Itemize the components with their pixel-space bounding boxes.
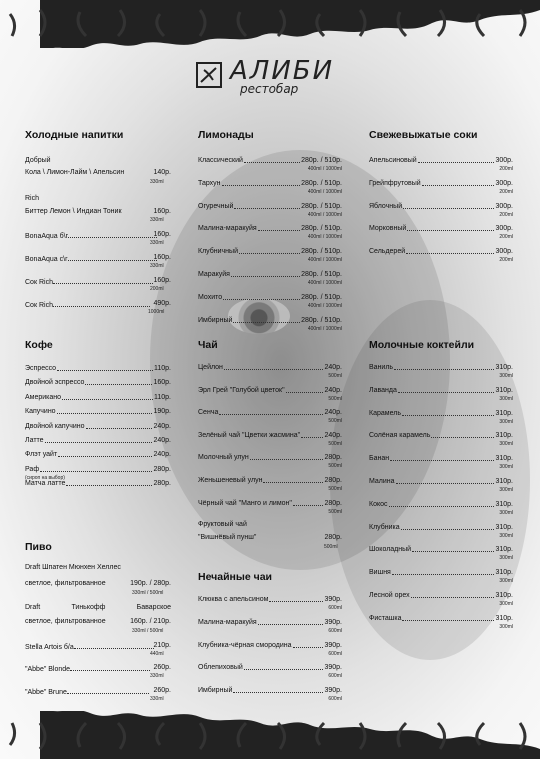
menu-item-name: Малина-маракуйя (198, 225, 257, 233)
leader-dots (401, 524, 495, 530)
menu-item-note: (сироп на выбор) (25, 474, 65, 481)
menu-item-price: 300р. (495, 202, 513, 210)
leader-dots (58, 451, 152, 457)
menu-item-price: 310р. (495, 546, 513, 554)
menu-item-volume: 500ml (328, 373, 342, 379)
menu-item-volume: 300ml (499, 441, 513, 448)
menu-item-volume: 300ml (499, 464, 513, 471)
menu-item (25, 394, 171, 402)
menu-item-name: Фруктовый чай (198, 521, 247, 528)
menu-item (369, 524, 513, 532)
menu-item-price: 240р. (324, 431, 342, 439)
menu-item (198, 454, 342, 462)
menu-item-price: 490р. (153, 300, 171, 307)
menu-item-name: Матча латте (25, 480, 66, 488)
menu-item (369, 157, 513, 165)
menu-item-name: Малина-маракуйя (198, 618, 257, 626)
menu-item-volume: 600ml (328, 605, 342, 611)
restaurant-logo (196, 56, 346, 102)
leader-dots (233, 687, 323, 693)
menu-item-volume: 500ml (328, 463, 342, 470)
menu-item-price: 280р. (324, 454, 342, 462)
leader-dots (234, 203, 300, 209)
menu-item: BonaAqua б\г (25, 231, 157, 241)
menu-item (369, 203, 513, 211)
menu-item-price: 310р. (495, 569, 513, 577)
menu-item-price: 140р. (153, 169, 171, 176)
menu-item-volume: 330ml (150, 179, 164, 185)
menu-item (198, 317, 342, 325)
menu-item-volume: 500ml (328, 508, 342, 515)
menu-item-price: 390р. (324, 664, 342, 672)
menu-item-volume: 200ml (150, 286, 164, 292)
menu-item (198, 294, 342, 302)
menu-item-price: 240р. (153, 422, 171, 430)
menu-item: Stella Artois б/a (25, 642, 154, 652)
leader-dots (390, 455, 494, 461)
menu-item-price: 280р. / 510р. (301, 316, 342, 324)
menu-item (198, 271, 342, 279)
menu-item (369, 569, 513, 577)
menu-item-volume: 200ml (499, 234, 513, 241)
menu-item-name: Сенча (198, 409, 219, 417)
menu-item (25, 365, 171, 373)
menu-item-price: 110р. (154, 393, 171, 401)
section-title: Молочные коктейли (369, 339, 475, 351)
menu-item-name: Лесной орех (369, 592, 410, 599)
menu-item-volume: 440ml (150, 651, 164, 657)
menu-item-volume: 300ml (499, 509, 513, 516)
menu-item-price: 300р. (495, 179, 513, 187)
leader-dots (258, 619, 324, 625)
menu-item-price: 310р. (495, 455, 513, 463)
menu-item-price: 390р. (324, 596, 342, 603)
menu-item (369, 432, 513, 440)
menu-item (198, 664, 342, 672)
menu-item-volume: 330ml (150, 263, 164, 269)
menu-item (369, 455, 513, 463)
menu-item (198, 157, 342, 165)
menu-item-name: Эрл Грей "Голубой цветок" (198, 386, 285, 394)
menu-item-price: 260р. (153, 664, 171, 671)
menu-item-price: 280р. / 510р. (301, 157, 342, 164)
menu-item-price: 280р. (153, 480, 171, 488)
menu-item: Кола \ Лимон-Лайм \ Апельсин (25, 169, 125, 176)
menu-item-volume: 300ml (499, 578, 513, 585)
leader-dots (224, 364, 324, 370)
menu-item: Биттер Лемон \ Индиан Тоник (25, 208, 122, 215)
menu-item (198, 477, 342, 485)
menu-item (198, 409, 342, 417)
leader-dots (431, 432, 494, 438)
menu-item-name: Клюква с апельсином (198, 596, 269, 603)
menu-item-name: Молочный улун (198, 454, 249, 462)
menu-item (198, 203, 342, 211)
menu-item-volume: 300ml (499, 373, 513, 379)
menu-item: Сок Rich (25, 277, 153, 287)
menu-item-volume: 200ml (499, 257, 513, 264)
menu-item-name: Цейлон (198, 364, 223, 371)
bottom-ornament (0, 711, 540, 759)
menu-item (198, 642, 342, 650)
menu-item-price: 310р. (495, 500, 513, 508)
menu-item-price: 310р. (495, 386, 513, 394)
section-title: Холодные напитки (25, 129, 124, 141)
menu-item (369, 387, 513, 395)
menu-item: светлое, фильтрованное (25, 580, 106, 587)
menu-item: "Abbe" Blonde (25, 664, 150, 674)
menu-item-name: Классический (198, 157, 243, 164)
menu-item-volume: 330ml / 500ml (132, 590, 164, 596)
menu-item-name: Тархун (198, 179, 221, 187)
leader-dots (57, 408, 153, 414)
menu-item-volume: 400ml / 1000ml (307, 211, 342, 218)
menu-item-volume: 200ml (499, 188, 513, 195)
menu-item (25, 423, 171, 431)
menu-item-name: Капучино (25, 408, 56, 416)
menu-item-name: Добрый (25, 157, 51, 164)
menu-item-name: Яблочный (369, 202, 403, 210)
menu-item-name: Огуречный (198, 202, 234, 210)
menu-item-price: 310р. (495, 364, 513, 371)
menu-item-volume: 330ml (150, 673, 164, 679)
leader-dots (389, 501, 495, 507)
leader-dots (412, 546, 494, 552)
menu-item-volume: 500ml (328, 440, 342, 447)
leader-dots (66, 480, 152, 486)
menu-item-name: Клубника-чёрная смородина (198, 641, 292, 649)
section-title: Свежевыжатые соки (369, 129, 478, 141)
menu-item-name: Эспрессо (25, 365, 57, 372)
menu-item-volume: 400ml / 1000ml (307, 302, 342, 309)
menu-item-price: 280р. (324, 499, 342, 507)
section-title: Пиво (25, 541, 52, 553)
leader-dots (411, 592, 495, 598)
menu-item-name: Фисташка (369, 614, 402, 622)
leader-dots (263, 477, 323, 483)
leader-dots (45, 437, 153, 443)
menu-item (198, 387, 342, 395)
menu-item-price: 310р. (495, 592, 513, 599)
menu-item-price: 160р. (153, 208, 171, 215)
menu-item-price: 300р. (495, 248, 513, 256)
menu-item (25, 437, 171, 445)
menu-item-name: Солёная карамель (369, 432, 431, 440)
leader-dots (57, 365, 153, 371)
menu-item-volume: 330ml (150, 240, 164, 246)
menu-item-name: Американо (25, 393, 62, 401)
menu-item-volume: 600ml (328, 627, 342, 634)
menu-item (369, 478, 513, 486)
leader-dots (286, 387, 324, 393)
leader-dots (301, 432, 323, 438)
leader-dots (403, 203, 494, 209)
menu-item-price: 390р. (324, 618, 342, 626)
leader-dots (293, 642, 324, 648)
menu-item (198, 596, 342, 604)
leader-dots (222, 180, 301, 186)
menu-item-price: 280р. / 510р. (301, 225, 342, 233)
menu-item (369, 180, 513, 188)
menu-item-volume: 200ml (499, 211, 513, 218)
menu-item-name: Имбирный (198, 687, 233, 695)
menu-item: "Abbe" Brune (25, 687, 149, 697)
menu-item-name: Кокос (369, 500, 388, 508)
menu-item-price: 310р. (495, 614, 513, 622)
menu-item (369, 364, 513, 372)
leader-dots (293, 500, 324, 506)
menu-item-name: Флэт уайт (25, 451, 58, 459)
leader-dots (392, 569, 495, 575)
menu-item-volume: 1000ml (148, 309, 165, 315)
menu-item-volume: 200ml (499, 166, 513, 172)
menu-item (198, 687, 342, 695)
menu-item-price: 280р. / 510р. (301, 271, 342, 278)
leader-dots (223, 294, 300, 300)
leader-dots (402, 410, 495, 416)
leader-dots (62, 394, 153, 400)
leader-dots (394, 364, 494, 370)
menu-item-name: Морковный (369, 225, 407, 233)
menu-item-name: Апельсиновый (369, 157, 417, 164)
menu-item-name: Имбирный (198, 316, 233, 324)
menu-item-volume: 600ml (328, 650, 342, 657)
menu-item-price: 210р. (153, 642, 171, 649)
leader-dots (244, 157, 300, 163)
menu-item-price: 160р. (153, 379, 171, 387)
menu-item-name: Женьшеневый улун (198, 477, 263, 484)
leader-dots (402, 615, 494, 621)
menu-item (198, 248, 342, 256)
menu-item-volume: 500ml (324, 544, 338, 550)
menu-item-price: 160р. (153, 277, 171, 284)
menu-item (369, 410, 513, 418)
menu-item (369, 225, 513, 233)
leader-dots (231, 271, 300, 277)
menu-item (369, 615, 513, 623)
menu-item (25, 451, 171, 459)
leader-dots (86, 423, 153, 429)
menu-item-price: 280р. / 510р. (301, 202, 342, 210)
menu-item-volume: 300ml (499, 395, 513, 402)
menu-item (198, 432, 342, 440)
menu-item-price: 310р. (495, 409, 513, 417)
menu-item-name: Маракуйя (198, 271, 230, 278)
menu-item-volume: 400ml / 1000ml (307, 325, 342, 332)
menu-item-price: 310р. (495, 432, 513, 440)
logo-subtitle: рестобар (240, 82, 299, 96)
menu-item (198, 364, 342, 372)
leader-dots (418, 157, 495, 163)
menu-item-price: 280р. / 510р. (301, 179, 342, 187)
menu-item-price: 160р. (153, 254, 171, 261)
logo-mark-icon (196, 62, 222, 88)
menu-item (369, 248, 513, 256)
menu-item-name: Rich (25, 195, 40, 202)
leader-dots (422, 180, 495, 186)
menu-item-name: Клубника (369, 523, 400, 531)
leader-dots (233, 317, 300, 323)
menu-item-name: Латте (25, 437, 44, 444)
menu-item-volume: 600ml (328, 696, 342, 703)
menu-item-price: 240р. (324, 364, 342, 371)
menu-item-price: 300р. (495, 157, 513, 164)
leader-dots (219, 409, 323, 415)
menu-item-price: 390р. (324, 641, 342, 649)
menu-item-name: Зелёный чай "Цветки жасмина" (198, 431, 301, 439)
menu-item-price: 160р. / 210р. (130, 618, 171, 625)
menu-item (198, 225, 342, 233)
menu-item-volume: 300ml (499, 555, 513, 562)
menu-item-name: "Вишнёвый пунш" (198, 534, 257, 541)
leader-dots (244, 664, 324, 670)
menu-item (25, 379, 171, 387)
menu-item (198, 180, 342, 188)
menu-item-volume: 400ml / 1000ml (307, 257, 342, 264)
menu-item-price: 240р. (153, 437, 171, 444)
menu-item-name: Раф (25, 465, 40, 473)
menu-item-price: 110р. (154, 365, 171, 372)
menu-item-volume: 500ml (328, 418, 342, 425)
logo-name: АЛИБИ (230, 56, 335, 86)
menu-item-name: Банан (369, 455, 390, 463)
top-ornament (0, 0, 540, 48)
leader-dots (406, 248, 494, 254)
leader-dots (239, 248, 300, 254)
menu-item-price: 190р. / 280р. (130, 580, 171, 587)
menu-item-price: 260р. (153, 687, 171, 694)
menu-item-name: Карамель (369, 409, 401, 417)
menu-item: BonaAqua с\г (25, 254, 157, 264)
menu-item-name: Чёрный чай "Манго и лимон" (198, 499, 292, 507)
menu-item-price: 280р. (324, 534, 342, 541)
menu-item: Сок Rich (25, 300, 150, 310)
menu-item-name: Draft Шпатен Мюнхен Хеллес (25, 564, 121, 571)
menu-item (369, 546, 513, 554)
menu-item-name: Облепиховый (198, 664, 243, 672)
menu-item-volume: 330ml / 500ml (132, 628, 164, 634)
menu-item-name: Двойной эспрессо (25, 379, 85, 387)
menu-item-price: 240р. (324, 386, 342, 394)
leader-dots (85, 379, 152, 385)
menu-item-price: 280р. / 510р. (301, 248, 342, 256)
menu-item-price: 280р. (324, 477, 342, 484)
menu-item-volume: 400ml / 1000ml (307, 280, 342, 286)
menu-item-name: Грейпфрутовый (369, 179, 421, 187)
menu-item-name: Лаванда (369, 386, 397, 394)
menu-item (198, 500, 342, 508)
menu-item (198, 619, 342, 627)
menu-item-volume: 300ml (499, 601, 513, 607)
menu-item-name: Двойной капучино (25, 422, 85, 430)
menu-item-volume: 400ml / 1000ml (307, 188, 342, 195)
menu-item-volume: 300ml (499, 487, 513, 493)
menu-item (369, 501, 513, 509)
menu-item-volume: 600ml (328, 673, 342, 680)
section-title: Лимонады (198, 129, 254, 141)
menu-item-price: 240р. (153, 451, 171, 459)
menu-item-price: 390р. (324, 687, 342, 695)
menu-item-name: Ваниль (369, 364, 394, 371)
menu-item (25, 466, 171, 474)
menu-item-volume: 400ml / 1000ml (307, 166, 342, 172)
menu-item-price: 310р. (495, 478, 513, 485)
section-title: Чай (198, 339, 218, 351)
menu-item-name: Малина (369, 478, 395, 485)
leader-dots (40, 466, 152, 472)
menu-item-price: 160р. (153, 231, 171, 238)
leader-dots (396, 478, 495, 484)
leader-dots (258, 225, 300, 231)
menu-item-price: 190р. (153, 408, 171, 416)
menu-item-volume: 500ml (328, 486, 342, 492)
menu-item (369, 592, 513, 600)
menu-item-name: Клубничный (198, 248, 238, 256)
leader-dots (269, 596, 323, 602)
menu-item-name: Мохито (198, 293, 223, 301)
menu-item-volume: 500ml (328, 395, 342, 402)
menu-item-volume: 330ml (150, 696, 164, 702)
menu-item-volume: 300ml (499, 623, 513, 630)
menu-item-volume: 300ml (499, 418, 513, 425)
menu-item-price: 300р. (495, 225, 513, 233)
menu-item-name: Draft Тинькофф Баварское (25, 604, 171, 611)
menu-item-name: Шоколадный (369, 546, 412, 554)
leader-dots (407, 225, 494, 231)
menu-item-volume: 300ml (499, 532, 513, 539)
menu-item-price: 280р. (153, 465, 171, 473)
leader-dots (250, 454, 324, 460)
menu-item-price: 310р. (495, 523, 513, 531)
menu-item-name: Вишня (369, 569, 391, 577)
menu-item-name: Сельдерей (369, 248, 406, 256)
menu-item (25, 480, 171, 488)
section-title: Кофе (25, 339, 53, 351)
menu-item-volume: 400ml / 1000ml (307, 234, 342, 241)
section-title: Нечайные чаи (198, 571, 273, 583)
menu-item: светлое, фильтрованное (25, 618, 106, 625)
menu-item-volume: 330ml (150, 217, 164, 223)
leader-dots (398, 387, 495, 393)
menu-item-price: 280р. / 510р. (301, 293, 342, 301)
menu-item-price: 240р. (324, 409, 342, 417)
menu-item (25, 408, 171, 416)
